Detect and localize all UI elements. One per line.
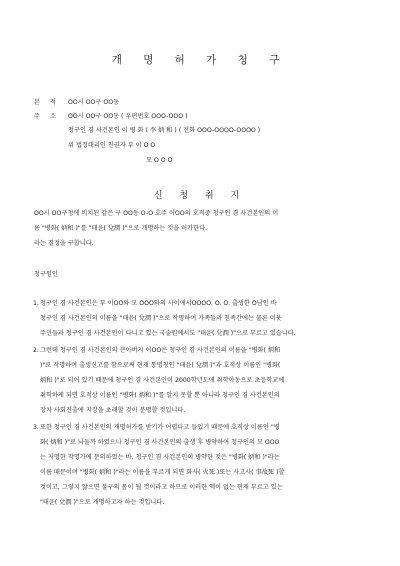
reason-3 bbox=[33, 420, 285, 510]
reason-line: 炳和 )"로 되어 있기 때문에 청구인 겸 사건본인이 2000학년도에 취학아동으로 초등학교에 bbox=[40, 377, 285, 384]
reason-line: 화( 炳和 )"로 놔둘까 하였으나 청구인 겸 사건본인의 출생 후 병약하여 청구인의 모 OOO bbox=[40, 439, 280, 446]
residence-row bbox=[34, 112, 188, 121]
reason-line: 주민들과 청구인 겸 사건본인이 다니고 있는 국술원에서도 "태윤( 兌潤 )"으로 부르고 있습니다. bbox=[40, 330, 296, 337]
address-label: 본 적 bbox=[34, 99, 60, 106]
reason-line: 장차 사회진출에 지장을 초래할 것이 분명할 것입니다. bbox=[40, 407, 186, 414]
reason-line: 취학하게 되면 호적상 이름인 "병화( 炳和 )"를 알지 못할 뿐 아니라 청구인 겸 사건본인의 bbox=[40, 392, 280, 399]
reason-line: )"로 작명하여 출생신고를 함으로써 현재 통명칭인 "태윤( 兌潤 )"과 호적상 이름인 "병화( bbox=[40, 362, 281, 369]
reason-2 bbox=[33, 343, 285, 418]
reason-title: 청구원인 bbox=[34, 271, 58, 278]
reason-line: 그런데 청구인 겸 사건본인의 큰아버지 이OO은 청구인 겸 사건본인의 이름을 "병화( 炳和 bbox=[40, 347, 281, 354]
purpose-line: 름 "병화( 炳和 )"를 "태윤( 兌潤 )"으로 개명하는 것을 허가한다. bbox=[34, 225, 208, 232]
document-title: 개 명 허 가 청 구 bbox=[111, 54, 289, 66]
reason-line: 청구인 겸 사건본인의 이름을 "태윤( 兌潤 )"으로 작명하여 가족들과 친족간에는 물론 이웃 bbox=[40, 315, 282, 322]
residence-value: OO시 OO구 OO동 ( 우편번호 OOO-OOO ) bbox=[68, 113, 188, 120]
purpose-title: 신 청 취 지 bbox=[153, 191, 247, 201]
reason-line: 또한 청구인 겸 사건본인의 개명허가를 받기가 어렵다고 들었기 때문에 호적상 이름인 "병 bbox=[40, 424, 280, 431]
reason-1 bbox=[33, 296, 296, 341]
representative-line: 위 법정대리인 친권자 부 이 O O bbox=[68, 142, 156, 149]
reason-line: 이름 때문이며 "병화( 炳和 )"라는 이름을 부르게 되면 화사( 火死 )또는 사고사( 事故死 )할 bbox=[40, 469, 285, 476]
residence-label: 주 소 bbox=[34, 113, 60, 120]
purpose-line: 라는 결정을 구합니다. bbox=[34, 240, 94, 247]
reason-number: 2. bbox=[33, 347, 39, 354]
reason-line: 것이고, 그렇지 않으면 불구의 몸이 될 것이라고 하므로 이러한 액이 없는 현재 부르고 있는 bbox=[40, 484, 283, 491]
reason-line: 는 저명한 작명가에 문의하였는 바, 청구인 겸 사건본인이 병약한 것은 "병화( 炳和 )"라는 bbox=[40, 454, 280, 461]
purpose-line: OO시 OO구청에 비치된 같은 구 OO동 O-O 호주 이OO의 호적중 청구인 겸 사건본인의 이 bbox=[34, 210, 279, 217]
mother-line: 모 O O O bbox=[146, 157, 173, 164]
reason-line: "태윤( 兌潤 )"으로 개명하고자 하는 것입니다. bbox=[40, 499, 165, 506]
applicant-line: 청구인 겸 사건본인 이 병 화 ( 李 炳 和 ) ( 전화 OOO-OOOO-OOOO ) bbox=[68, 127, 261, 134]
purpose-paragraph bbox=[34, 206, 278, 251]
reason-number: 1. bbox=[33, 300, 39, 307]
address-row bbox=[34, 98, 119, 107]
address-value: OO시 OO구 OO동 bbox=[68, 99, 120, 106]
reason-number: 3. bbox=[33, 424, 39, 431]
reason-line: 청구인 겸 사건본인은 부 이OO와 모 OOO와의 사이에서OOOO. O. O. 출생한 O남인 바 bbox=[40, 300, 277, 307]
